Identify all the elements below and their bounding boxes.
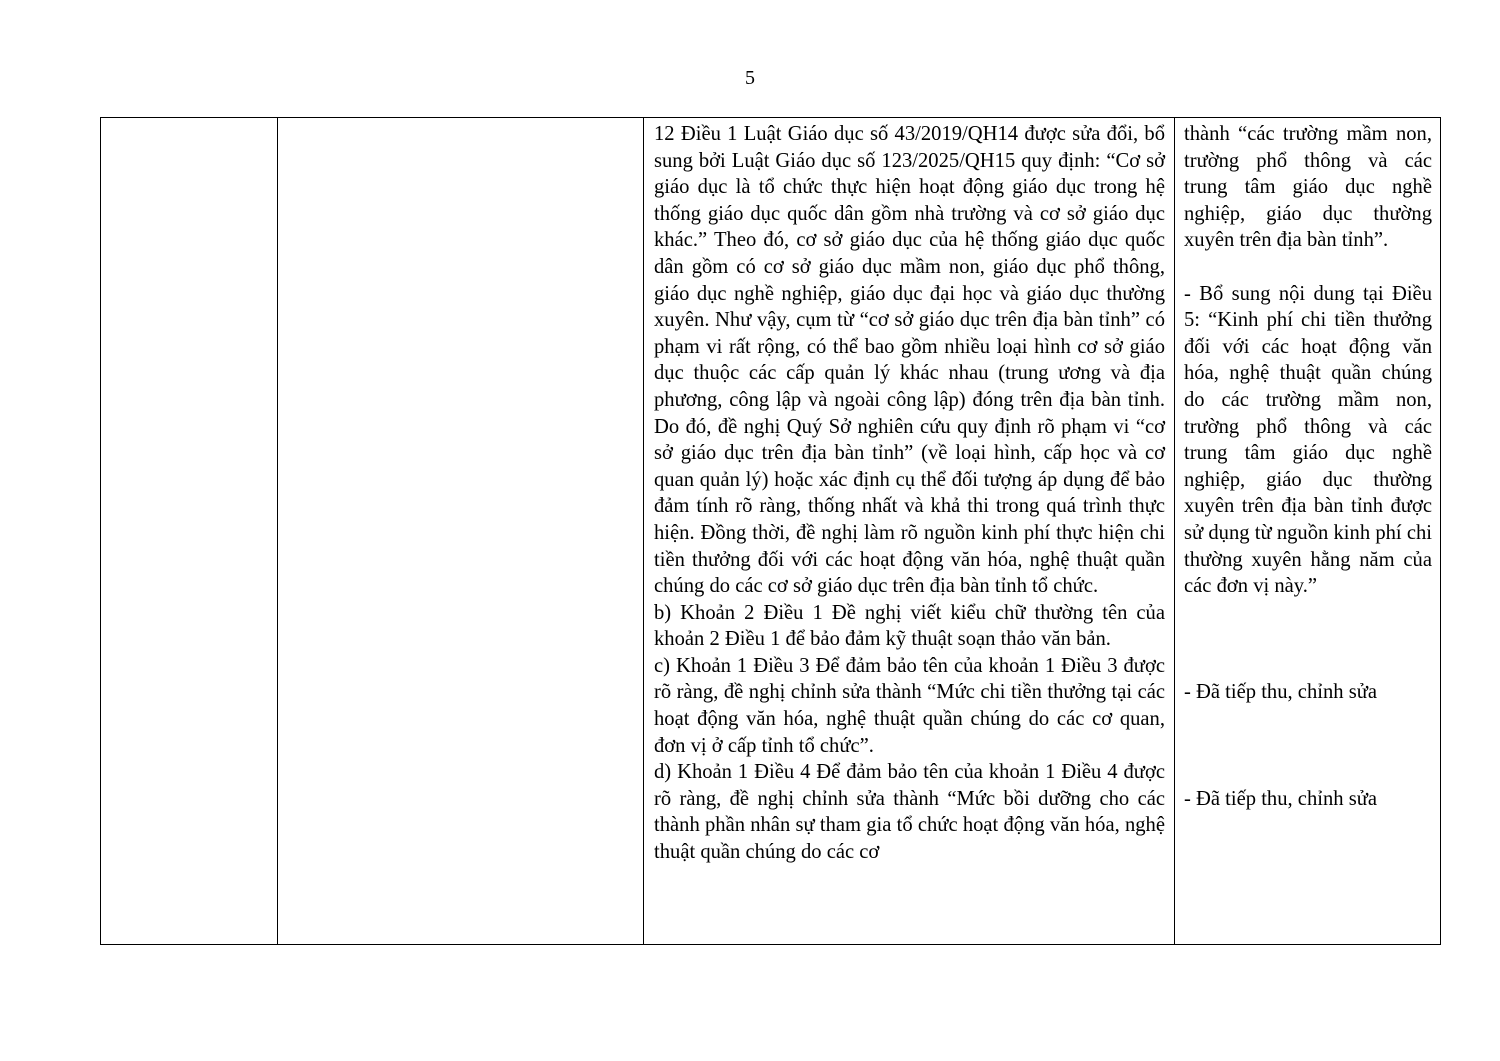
response-paragraph-1: thành “các trường mầm non, trường phổ thông và các trung tâm giáo dục nghề nghiệp, giáo dục thường xuyên trên địa bàn tỉnh”. bbox=[1184, 123, 1432, 252]
paragraph-gap bbox=[1184, 254, 1432, 281]
table-cell-comments bbox=[644, 118, 1175, 945]
comment-paragraph-d: d) Khoản 1 Điều 4 Để đảm bảo tên của khoản 1 Điều 4 được rõ ràng, đề nghị chỉnh sửa thành “Mức bồi dưỡng cho các thành phần nhân sự tham gia tổ chức hoạt động văn hóa, nghệ thuật quần chúng do các cơ bbox=[654, 761, 1165, 864]
paragraph-gap bbox=[1184, 706, 1432, 786]
response-paragraph-3: - Đã tiếp thu, chỉnh sửa bbox=[1184, 681, 1378, 704]
paragraph-gap bbox=[1184, 600, 1432, 680]
page-number: 5 bbox=[745, 67, 755, 89]
table-row bbox=[101, 118, 1441, 945]
table-cell-col2 bbox=[278, 118, 644, 945]
table-cell-col1 bbox=[101, 118, 278, 945]
response-table bbox=[100, 117, 1441, 945]
response-paragraph-4: - Đã tiếp thu, chỉnh sửa bbox=[1184, 787, 1378, 810]
comment-paragraph-a: 12 Điều 1 Luật Giáo dục số 43/2019/QH14 được sửa đổi, bổ sung bởi Luật Giáo dục số 123/2025/QH15 quy định: “Cơ sở giáo dục là tổ chức thực hiện hoạt động giáo dục trong hệ thống giáo dục quốc dân gồm nhà trường và cơ sở giáo dục khác.” Theo đó, cơ sở giáo dục của hệ thống giáo dục quốc dân gồm có cơ sở giáo dục mầm non, giáo dục phổ thông, giáo dục nghề nghiệp, giáo dục đại học và giáo dục thường xuyên. Như vậy, cụm từ “cơ sở giáo dục trên địa bàn tỉnh” có phạm vi rất rộng, có thể bao gồm nhiều loại hình cơ sở giáo dục thuộc các cấp quản lý khác nhau (trung ương và địa phương, công lập và ngoài công lập) đóng trên địa bàn tỉnh. Do đó, đề nghị Quý Sở nghiên cứu quy định rõ phạm vi “cơ sở giáo dục trên địa bàn tỉnh” (về loại hình, cấp học và cơ quan quản lý) hoặc xác định cụ thể đối tượng áp dụng để bảo đảm tính rõ ràng, thống nhất và khả thi trong quá trình thực hiện. Đồng thời, đề nghị làm rõ nguồn kinh phí thực hiện chi tiền thưởng đối với các hoạt động văn hóa, nghệ thuật quần chúng do các cơ sở giáo dục trên địa bàn tỉnh tổ chức. bbox=[654, 123, 1165, 598]
response-paragraph-2: - Bổ sung nội dung tại Điều 5: “Kinh phí chi tiền thưởng đối với các hoạt động văn hóa, nghệ thuật quần chúng do các trường mầm non, trường phổ thông và các trung tâm giáo dục nghề nghiệp, giáo dục thường xuyên trên địa bàn tỉnh được sử dụng từ nguồn kinh phí chi thường xuyên hằng năm của các đơn vị này.” bbox=[1184, 282, 1432, 598]
table-cell-responses bbox=[1175, 118, 1441, 945]
comment-paragraph-b: b) Khoản 2 Điều 1 Đề nghị viết kiểu chữ thường tên của khoản 2 Điều 1 để bảo đảm kỹ thuật soạn thảo văn bản. bbox=[654, 601, 1165, 651]
comment-paragraph-c: c) Khoản 1 Điều 3 Để đảm bảo tên của khoản 1 Điều 3 được rõ ràng, đề nghị chỉnh sửa thành “Mức chi tiền thưởng tại các hoạt động văn hóa, nghệ thuật quần chúng do các cơ quan, đơn vị ở cấp tỉnh tổ chức”. bbox=[654, 654, 1165, 757]
